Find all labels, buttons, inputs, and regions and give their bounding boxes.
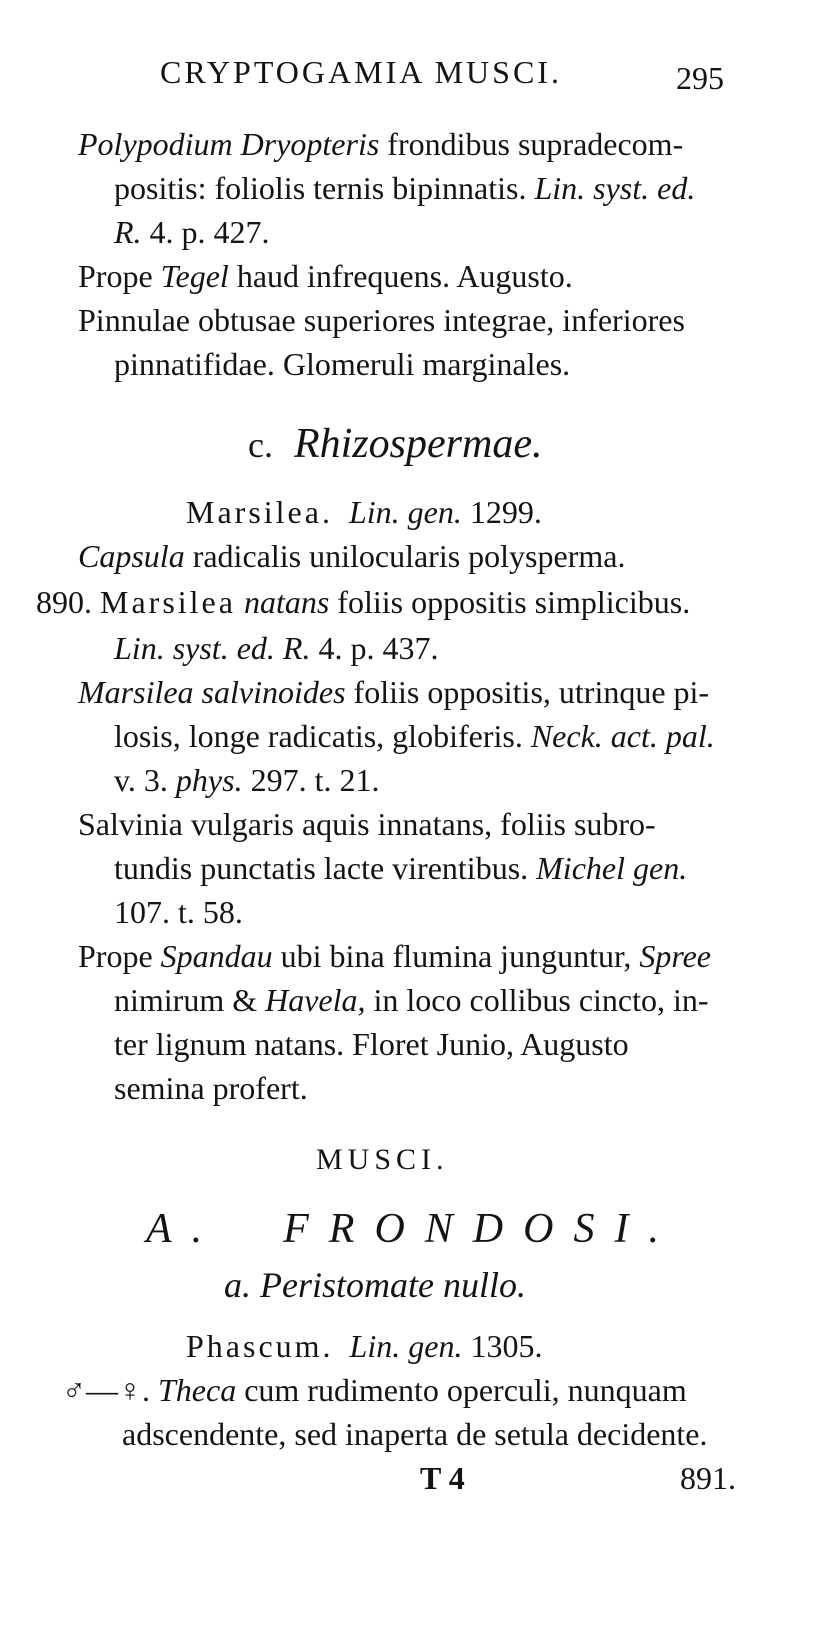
running-title: CRYPTOGAMIA MUSCI.	[160, 54, 562, 90]
text: positis: foliolis ternis bipinnatis.	[114, 170, 535, 206]
term: Theca	[158, 1372, 237, 1408]
reference: Lin. syst. ed. R.	[114, 630, 311, 666]
text: foliis oppositis simplicibus.	[329, 584, 691, 620]
text: 4. p. 437.	[310, 630, 439, 666]
entry-890-line-5	[114, 760, 379, 800]
river-name: Spree	[639, 938, 711, 974]
genus-name: Marsilea.	[186, 494, 333, 530]
reference-number: 1299.	[461, 494, 542, 530]
entry-890-line-4	[114, 716, 715, 756]
phascum-description-line-2: adscendente, sed inaperta de setula decidente.	[122, 1416, 708, 1452]
term: Capsula	[78, 538, 185, 574]
entry-890-line-3	[78, 672, 709, 712]
text: v. 3.	[114, 762, 176, 798]
reference: R.	[114, 214, 142, 250]
reference: phys.	[175, 762, 243, 798]
entry-number: 890.	[36, 584, 92, 620]
synonym: Marsilea salvinoides	[78, 674, 346, 710]
text: losis, longe radicatis, globiferis.	[114, 718, 531, 754]
entry-890-line-7	[114, 848, 687, 888]
genus-name: Phascum.	[186, 1328, 334, 1364]
place-name: Spandau	[160, 938, 273, 974]
reference: Michel gen.	[536, 850, 688, 886]
text: 297. t. 21.	[242, 762, 380, 798]
section-letter: c.	[248, 425, 273, 465]
entry-890-line-8: 107. t. 58.	[114, 894, 243, 930]
group-heading	[146, 1204, 679, 1254]
reference: Neck. act. pal.	[530, 718, 715, 754]
entry-890-line-12: semina profert.	[114, 1070, 308, 1106]
marsilea-genus-description	[78, 536, 625, 576]
place-name: Tegel	[160, 258, 229, 294]
text: cum rudimento operculi, nunquam	[236, 1372, 687, 1408]
text: tundis punctatis lacte virentibus.	[114, 850, 537, 886]
reference: Lin. gen.	[349, 1328, 463, 1364]
genus-name: Marsilea	[100, 584, 236, 620]
text: frondibus supradecom-	[379, 126, 684, 162]
entry-890-line-1	[36, 582, 690, 622]
group-letter: A.	[146, 1206, 223, 1252]
text: 4. p. 427.	[141, 214, 270, 250]
phascum-description-line-1	[62, 1370, 687, 1410]
class-heading: MUSCI.	[316, 1143, 449, 1176]
polypodium-line-6: pinnatifidae. Glomeruli marginales.	[114, 346, 571, 382]
entry-890-line-2	[114, 628, 438, 668]
marsilea-genus-line	[186, 492, 542, 532]
text: haud infrequens. Augusto.	[228, 258, 573, 294]
entry-890-line-11: ter lignum natans. Floret Junio, Augusto	[114, 1026, 629, 1062]
polypodium-line-3	[114, 212, 270, 252]
subgroup-title: Peristomate nullo.	[260, 1265, 526, 1305]
page-number: 295	[676, 60, 724, 96]
catchword: 891.	[680, 1460, 736, 1496]
reference-number: 1305.	[462, 1328, 543, 1364]
reference: Lin. syst. ed.	[534, 170, 696, 206]
group-title: FRONDOSI.	[283, 1206, 679, 1252]
text: radicalis unilocularis polysperma.	[184, 538, 626, 574]
subgroup-heading	[224, 1262, 526, 1308]
polypodium-line-1	[78, 124, 683, 164]
section-title: Rhizospermae.	[293, 421, 543, 467]
text: foliis oppositis, utrinque pi-	[345, 674, 710, 710]
text: in loco collibus cincto, in-	[365, 982, 709, 1018]
sex-symbol: ♂—♀.	[62, 1372, 150, 1408]
text: Prope	[78, 938, 161, 974]
polypodium-line-4	[78, 256, 573, 296]
reference: Lin. gen.	[348, 494, 462, 530]
text: nimirum &	[114, 982, 266, 1018]
polypodium-line-2	[114, 168, 695, 208]
river-name: Havela,	[265, 982, 366, 1018]
subgroup-letter: a.	[224, 1265, 251, 1305]
species-name: Polypodium Dryopteris	[78, 126, 380, 162]
entry-890-line-10	[114, 980, 709, 1020]
species-name: natans	[243, 584, 330, 620]
section-heading	[248, 420, 542, 469]
entry-890-line-6: Salvinia vulgaris aquis innatans, foliis subro-	[78, 806, 656, 842]
entry-890-line-9	[78, 936, 711, 976]
polypodium-line-5: Pinnulae obtusae superiores integrae, inferiores	[78, 302, 685, 338]
text: Prope	[78, 258, 161, 294]
text: ubi bina flumina junguntur,	[272, 938, 640, 974]
signature-mark: T 4	[420, 1460, 465, 1496]
phascum-genus-line	[186, 1326, 542, 1366]
